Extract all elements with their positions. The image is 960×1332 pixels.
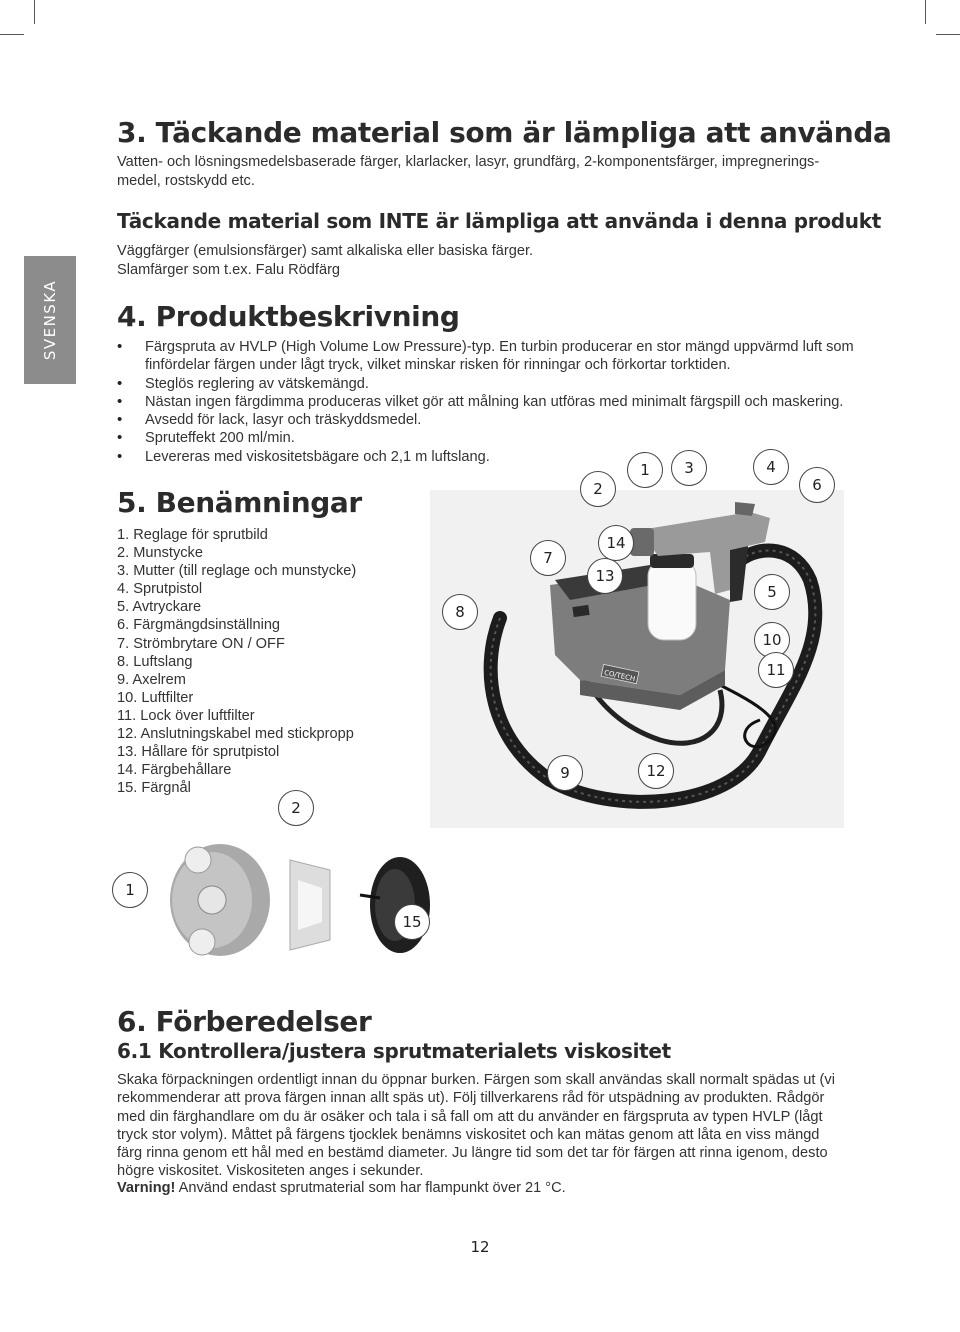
list-item: • Steglös reglering av vätskemängd. — [117, 375, 857, 393]
callout-1: 1 — [627, 452, 663, 488]
list-item: 15. Färgnål — [117, 780, 191, 797]
warning-line — [117, 1179, 566, 1198]
warning-text: Använd endast sprutmaterial som har flampunkt över 21 °C. — [175, 1180, 566, 1196]
callout-10: 10 — [754, 622, 790, 658]
list-item: • Färgspruta av HVLP (High Volume Low Pressure)-typ. En turbin producerar en stor mängd uppvärmd luft som finfördelar färgen under lågt tryck, vilket minskar risken för rinningar och förkortar torktiden. — [117, 338, 857, 375]
list-item: 1. Reglage för sprutbild — [117, 527, 268, 543]
callout-13: 13 — [587, 558, 623, 594]
section-6-title: 6. Förberedelser — [117, 1005, 372, 1038]
list-item: 2. Munstycke — [117, 545, 203, 562]
callout-12: 12 — [638, 753, 674, 789]
callout-2-detail: 2 — [278, 790, 314, 826]
section-4-title: 4. Produktbeskrivning — [117, 300, 460, 333]
nozzle-detail-photo — [150, 830, 470, 980]
parts-list — [117, 526, 356, 797]
list-item: 11. Lock över luftfilter — [117, 707, 255, 724]
product-description-list — [117, 338, 857, 466]
crop-mark — [0, 34, 24, 35]
list-item: 12. Anslutningskabel med stickpropp — [117, 726, 354, 743]
callout-11: 11 — [758, 652, 794, 688]
list-item: 5. Avtryckare — [117, 599, 202, 616]
callout-14: 14 — [598, 525, 634, 561]
language-tab-label: SVENSKA — [41, 279, 59, 361]
warning-label: Varning! — [117, 1180, 176, 1196]
section-3-title: 3. Täckande material som är lämpliga att använda — [117, 116, 892, 149]
list-item: • Avsedd för lack, lasyr och träskyddsmedel. — [117, 411, 857, 429]
list-item: 13. Hållare för sprutpistol — [117, 744, 280, 761]
section-6-1-text: Skaka förpackningen ordentligt innan du öppnar burken. Färgen som skall användas skall normalt spädas ut (vi rekommenderar att prova färgen innan allt späs ut). Följ tillverkarens råd för utspädning av produkten. Rådgör med din färghandlare om du är osäker och tala i så fall om att du använder en färgspruta av typen HVLP (lågt tryck stor volym). Måttet på färgens tjocklek benämns viskositet och kan mätas genom att låta en viss mängd färg rinna genom ett hål med en bestämd diameter. Ju längre tid som det tar för färgen att rinna igenom, desto högre viskositet. Viskositeten anges i sekunder. — [117, 1072, 835, 1180]
callout-1-detail: 1 — [112, 872, 148, 908]
section-5-title: 5. Benämningar — [117, 486, 362, 519]
section-3-text: Vatten- och lösningsmedelsbaserade färger, klarlacker, lasyr, grundfärg, 2-komponentsfärger, impregnerings-medel, rostskydd etc. — [117, 154, 820, 189]
section-3-subtitle: Täckande material som INTE är lämpliga att använda i denna produkt — [117, 209, 882, 233]
list-item: 4. Sprutpistol — [117, 581, 203, 598]
callout-2: 2 — [580, 471, 616, 507]
list-item: 7. Strömbrytare ON / OFF — [117, 635, 285, 652]
callout-8: 8 — [442, 594, 478, 630]
list-item: 9. Axelrem — [117, 671, 186, 688]
callout-6: 6 — [799, 467, 835, 503]
section-3-subtext-1: Väggfärger (emulsionsfärger) samt alkaliska eller basiska färger. — [117, 243, 534, 259]
list-item: • Nästan ingen färgdimma produceras vilket gör att målning kan utföras med minimalt färgspill och maskering. — [117, 393, 857, 411]
list-item: 8. Luftslang — [117, 653, 193, 670]
callout-9: 9 — [547, 755, 583, 791]
language-tab — [24, 256, 76, 384]
brand-label: CO/TECH — [603, 668, 636, 684]
callout-15: 15 — [394, 904, 430, 940]
list-item: 14. Färgbehållare — [117, 762, 232, 779]
page-number: 12 — [470, 1238, 490, 1256]
section-3-subtext-2: Slamfärger som t.ex. Falu Rödfärg — [117, 262, 341, 278]
list-item: • Levereras med viskositetsbägare och 2,1 m luftslang. — [117, 448, 857, 466]
list-item: 3. Mutter (till reglage och munstycke) — [117, 563, 357, 580]
crop-mark — [936, 34, 960, 35]
section-6-1-title: 6.1 Kontrollera/justera sprutmaterialets viskositet — [117, 1039, 671, 1063]
callout-5: 5 — [754, 574, 790, 610]
crop-mark — [34, 0, 35, 24]
callout-3: 3 — [671, 450, 707, 486]
crop-mark — [925, 0, 926, 24]
callout-7: 7 — [530, 540, 566, 576]
list-item: 10. Luftfilter — [117, 689, 194, 706]
list-item: • Spruteffekt 200 ml/min. — [117, 429, 857, 447]
callout-4: 4 — [753, 449, 789, 485]
list-item: 6. Färgmängdsinställning — [117, 617, 281, 634]
